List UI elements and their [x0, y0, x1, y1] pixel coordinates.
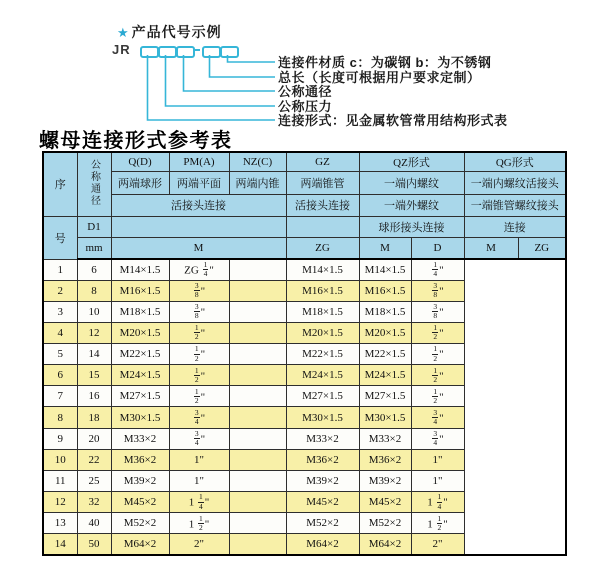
header-seq-bottom: 号: [43, 216, 77, 259]
fraction: $\frac{1}{2}$: [194, 365, 199, 384]
table-row: [43, 259, 566, 280]
fraction: $\frac{1}{2}$: [433, 344, 438, 363]
fraction: $\frac{1}{4}$: [437, 492, 442, 511]
table-cell: 12: [43, 492, 77, 513]
table-cell: M33×2: [359, 428, 411, 449]
table-cell: $\frac{1}{4}$ ": [411, 259, 464, 280]
code-prefix: JR: [112, 42, 131, 57]
table-cell: [229, 407, 286, 428]
fraction: $\frac{3}{4}$: [433, 407, 438, 427]
table-cell: M45×2: [286, 492, 359, 513]
table-cell: M18×1.5: [111, 301, 169, 322]
table-cell: M24×1.5: [359, 365, 411, 386]
table-cell: M22×1.5: [111, 344, 169, 365]
header-qg-zg: ZG: [518, 237, 566, 259]
table-cell: M64×2: [359, 534, 411, 555]
table-cell: 7: [43, 386, 77, 407]
table-row: [43, 492, 566, 513]
table-cell: 5: [43, 344, 77, 365]
fraction: $\frac{1}{2}$: [433, 365, 438, 384]
fraction: $\frac{3}{8}$: [433, 280, 438, 300]
table-cell: 2": [411, 534, 464, 555]
table-cell: M33×2: [111, 428, 169, 449]
table-row: [43, 534, 566, 555]
table-cell: M30×1.5: [286, 407, 359, 428]
header-col-qd: Q(D): [111, 152, 169, 171]
table-cell: 8: [77, 280, 111, 301]
table-cell: 13: [43, 513, 77, 534]
header-row-3: [43, 194, 566, 216]
nominal-diameter-vertical-text: 公称通径: [88, 158, 100, 207]
table-cell: $\frac{3}{8}$ ": [411, 301, 464, 322]
fraction: $\frac{1}{2}$: [194, 386, 199, 405]
label-total-length: 总长（长度可根据用户要求定制）: [278, 70, 481, 85]
fraction: $\frac{1}{2}$: [194, 344, 199, 363]
table-cell: $\frac{3}{4}$ ": [411, 407, 464, 428]
label-connection-type: 连接形式：见金属软管常用结构形式表: [278, 113, 508, 128]
table-cell: 40: [77, 513, 111, 534]
table-cell: 10: [43, 449, 77, 470]
table-cell: [229, 322, 286, 343]
header-qd-desc: 两端球形: [111, 171, 169, 194]
header-qg-m: M: [464, 237, 518, 259]
table-cell: 1 $\frac{1}{2}$ ": [169, 513, 229, 534]
header-qz-connect: 球形接头连接: [359, 216, 464, 237]
fraction: $\frac{3}{8}$: [194, 280, 199, 300]
table-row: [43, 470, 566, 491]
fraction: $\frac{3}{4}$: [194, 407, 199, 427]
table-cell: 16: [77, 386, 111, 407]
fraction: $\frac{3}{4}$: [433, 428, 438, 448]
table-cell: 4: [43, 322, 77, 343]
table-cell: M14×1.5: [286, 259, 359, 280]
header-qg-desc2: 一端锥管螺纹接头: [464, 194, 566, 216]
table-cell: [229, 449, 286, 470]
table-cell: M52×2: [286, 513, 359, 534]
fraction: $\frac{1}{4}$: [433, 260, 438, 279]
table-cell: [229, 365, 286, 386]
header-nzc-desc: 两端内锥: [229, 171, 286, 194]
table-row: [43, 365, 566, 386]
label-nominal-pressure: 公称压力: [278, 99, 333, 114]
table-cell: M24×1.5: [111, 365, 169, 386]
nut-connection-table: [42, 151, 567, 556]
table-cell: 2: [43, 280, 77, 301]
table-cell: M22×1.5: [359, 344, 411, 365]
table-cell: 11: [43, 470, 77, 491]
table-cell: $\frac{1}{2}$ ": [169, 365, 229, 386]
table-header: [43, 152, 566, 259]
label-nominal-diameter: 公称通径: [278, 84, 333, 99]
table-cell: M22×1.5: [286, 344, 359, 365]
header-qz-d: D: [411, 237, 464, 259]
header-row-4: [43, 216, 566, 237]
table-cell: M14×1.5: [111, 259, 169, 280]
table-cell: M39×2: [286, 470, 359, 491]
header-pma-desc: 两端平面: [169, 171, 229, 194]
table-cell: $\frac{1}{2}$ ": [169, 386, 229, 407]
header-qz-m: M: [359, 237, 411, 259]
table-cell: M45×2: [359, 492, 411, 513]
table-cell: [229, 513, 286, 534]
table-cell: M64×2: [111, 534, 169, 555]
table-cell: 1": [169, 449, 229, 470]
table-cell: M36×2: [359, 449, 411, 470]
header-qz-desc2: 一端外螺纹: [359, 194, 464, 216]
table-row: [43, 428, 566, 449]
table-cell: 25: [77, 470, 111, 491]
table-cell: 32: [77, 492, 111, 513]
table-cell: ZG $\frac{1}{4}$ ": [169, 259, 229, 280]
table-cell: $\frac{1}{2}$ ": [411, 386, 464, 407]
table-cell: M39×2: [359, 470, 411, 491]
table-cell: 1 $\frac{1}{2}$ ": [411, 513, 464, 534]
header-col-pma: PM(A): [169, 152, 229, 171]
star-icon: ★: [117, 25, 130, 40]
table-cell: M20×1.5: [359, 322, 411, 343]
header-col-nzc: NZ(C): [229, 152, 286, 171]
table-cell: [229, 428, 286, 449]
table-cell: $\frac{1}{2}$ ": [411, 344, 464, 365]
table-cell: 15: [77, 365, 111, 386]
fraction: $\frac{3}{4}$: [194, 428, 199, 448]
table-cell: 8: [43, 407, 77, 428]
table-cell: $\frac{3}{8}$ ": [411, 280, 464, 301]
table-cell: 14: [77, 344, 111, 365]
table-cell: $\frac{1}{2}$ ": [411, 365, 464, 386]
table-row: [43, 407, 566, 428]
table-cell: [229, 470, 286, 491]
table-row: [43, 386, 566, 407]
table-cell: $\frac{3}{8}$ ": [169, 301, 229, 322]
header-row-5: [43, 237, 566, 259]
table-cell: 9: [43, 428, 77, 449]
header-gz-desc: 两端锥管: [286, 171, 359, 194]
diagram-title-text: 产品代号示例: [131, 24, 222, 40]
header-col-qz: QZ形式: [359, 152, 464, 171]
table-cell: $\frac{3}{4}$ ": [411, 428, 464, 449]
table-cell: [229, 386, 286, 407]
header-qg-connect: 连接: [464, 216, 566, 237]
table-cell: $\frac{3}{8}$ ": [169, 280, 229, 301]
header-d1: D1: [77, 216, 111, 237]
table-cell: M27×1.5: [359, 386, 411, 407]
table-cell: M16×1.5: [359, 280, 411, 301]
header-qz-desc1: 一端内螺纹: [359, 171, 464, 194]
table-cell: 10: [77, 301, 111, 322]
table-cell: M36×2: [286, 449, 359, 470]
table-cell: 6: [77, 259, 111, 280]
table-row: [43, 344, 566, 365]
header-zg: ZG: [286, 237, 359, 259]
table-cell: [229, 259, 286, 280]
table-cell: M20×1.5: [286, 322, 359, 343]
table-cell: 1": [411, 470, 464, 491]
table-cell: $\frac{1}{2}$ ": [411, 322, 464, 343]
table-cell: 1 $\frac{1}{4}$ ": [411, 492, 464, 513]
table-row: [43, 280, 566, 301]
label-material: 连接件材质 c：为碳钢 b：为不锈钢: [278, 55, 492, 70]
table-cell: M24×1.5: [286, 365, 359, 386]
table-cell: M52×2: [111, 513, 169, 534]
table-row: [43, 322, 566, 343]
header-cell-empty: [286, 216, 359, 237]
header-gz-connect: 活接头连接: [286, 194, 359, 216]
header-m: M: [111, 237, 286, 259]
table-cell: [229, 301, 286, 322]
table-cell: 20: [77, 428, 111, 449]
table-row: [43, 301, 566, 322]
table-cell: 22: [77, 449, 111, 470]
header-col-gz: GZ: [286, 152, 359, 171]
fraction: $\frac{1}{2}$: [433, 386, 438, 405]
table-cell: [229, 492, 286, 513]
table-cell: M27×1.5: [286, 386, 359, 407]
table-cell: M36×2: [111, 449, 169, 470]
header-qg-desc1: 一端内螺纹活接头: [464, 171, 566, 194]
header-seq-top: 序: [43, 152, 77, 216]
table-cell: M52×2: [359, 513, 411, 534]
table-cell: [229, 534, 286, 555]
table-cell: 12: [77, 322, 111, 343]
table-cell: M27×1.5: [111, 386, 169, 407]
header-nominal-diameter: [77, 152, 111, 216]
table-cell: $\frac{3}{4}$ ": [169, 407, 229, 428]
table-cell: 50: [77, 534, 111, 555]
header-row-1: [43, 152, 566, 171]
fraction: $\frac{3}{8}$: [433, 302, 438, 321]
table-cell: M16×1.5: [286, 280, 359, 301]
table-cell: M64×2: [286, 534, 359, 555]
table-cell: 1 $\frac{1}{4}$ ": [169, 492, 229, 513]
header-col-qg: QG形式: [464, 152, 566, 171]
fraction: $\frac{1}{2}$: [194, 323, 199, 342]
table-cell: M30×1.5: [111, 407, 169, 428]
table-cell: M33×2: [286, 428, 359, 449]
table-cell: 2": [169, 534, 229, 555]
header-unit-mm: mm: [77, 237, 111, 259]
header-row-2: [43, 171, 566, 194]
table-cell: M39×2: [111, 470, 169, 491]
table-cell: M16×1.5: [111, 280, 169, 301]
table-cell: 6: [43, 365, 77, 386]
table-title: 螺母连接形式参考表: [39, 128, 233, 152]
fraction: $\frac{1}{2}$: [437, 513, 442, 532]
table-cell: 1: [43, 259, 77, 280]
table-cell: M14×1.5: [359, 259, 411, 280]
table-cell: 1": [411, 449, 464, 470]
table-cell: 14: [43, 534, 77, 555]
fraction: $\frac{1}{4}$: [203, 260, 208, 279]
table-cell: M30×1.5: [359, 407, 411, 428]
fraction: $\frac{1}{2}$: [199, 513, 203, 532]
header-union-connect: 活接头连接: [111, 194, 286, 216]
header-cell-empty: [111, 216, 286, 237]
table-cell: M18×1.5: [286, 301, 359, 322]
table-body: [43, 259, 566, 555]
table-row: [43, 449, 566, 470]
table-cell: [229, 280, 286, 301]
table-cell: $\frac{3}{4}$ ": [169, 428, 229, 449]
table-cell: $\frac{1}{2}$ ": [169, 344, 229, 365]
table-cell: M45×2: [111, 492, 169, 513]
table-cell: 1": [169, 470, 229, 491]
table-cell: 3: [43, 301, 77, 322]
table-cell: 18: [77, 407, 111, 428]
table-cell: [229, 344, 286, 365]
fraction: $\frac{1}{2}$: [433, 323, 438, 342]
fraction: $\frac{3}{8}$: [194, 302, 199, 321]
table-cell: M20×1.5: [111, 322, 169, 343]
fraction: $\frac{1}{4}$: [199, 492, 203, 511]
table-row: [43, 513, 566, 534]
table-cell: M18×1.5: [359, 301, 411, 322]
table-cell: $\frac{1}{2}$ ": [169, 322, 229, 343]
